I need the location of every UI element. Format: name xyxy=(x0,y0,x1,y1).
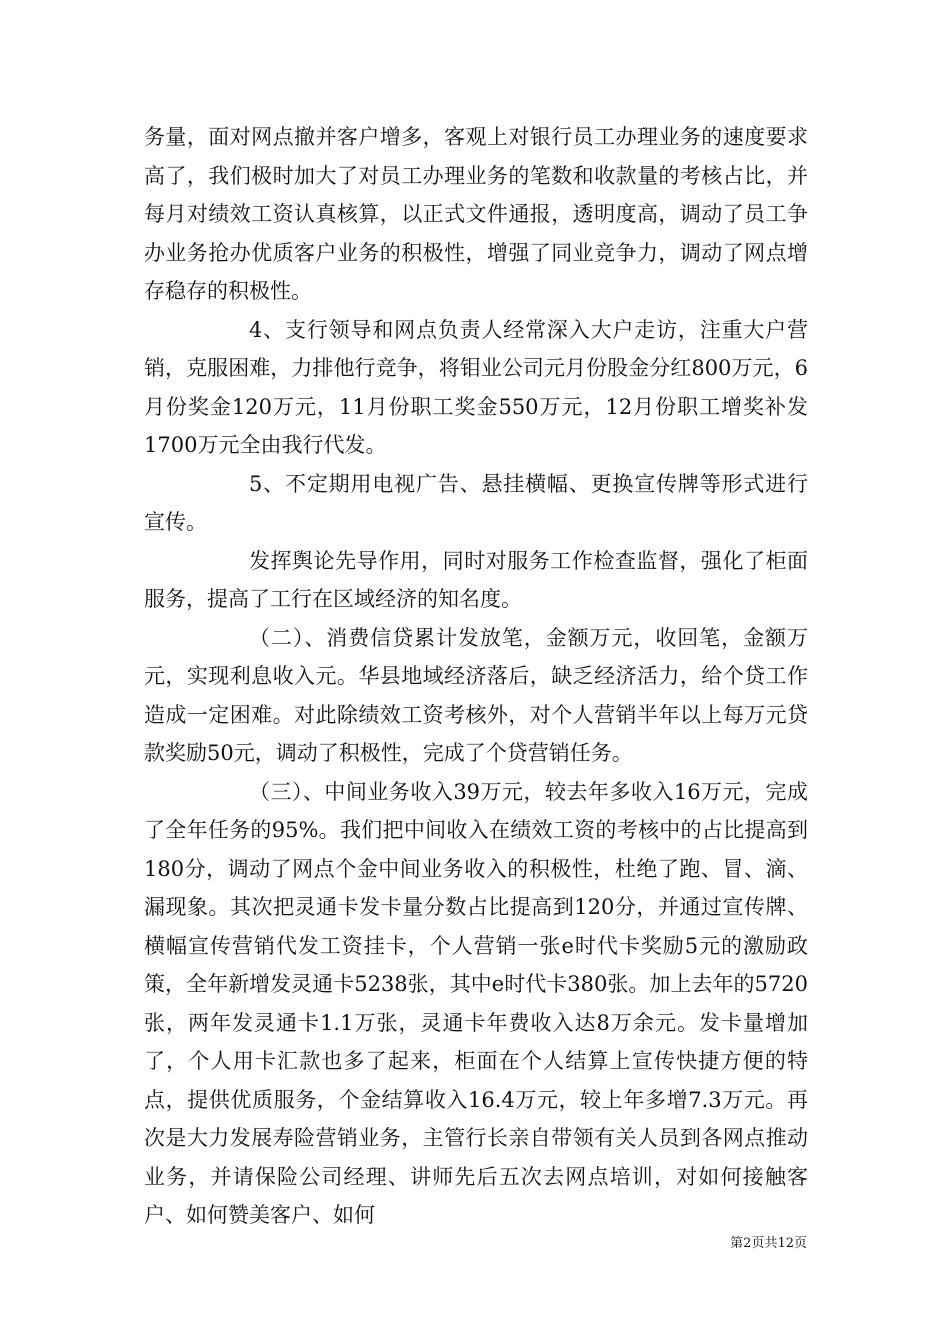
document-body xyxy=(144,118,808,1235)
paragraph-section-3: （三）、中间业务收入39万元，较去年多收入16万元，完成了全年任务的95%。我们把中间收入在绩效工资的考核中的占比提高到180分，调动了网点个金中间业务收入的积极性，杜绝了跑、冒、滴、漏现象。其次把灵通卡发卡量分数占比提高到120分，并通过宣传牌、横幅宣传营销代发工资挂卡，个人营销一张e时代卡奖励5元的激励政策，全年新增发灵通卡5238张，其中e时代卡380张。加上去年的5720张，两年发灵通卡1.1万张，灵通卡年费收入达8万余元。发卡量增加了，个人用卡汇款也多了起来，柜面在个人结算上宣传快捷方便的特点，提供优质服务，个金结算收入16.4万元，较上年多增7.3万元。再次是大力发展寿险营销业务，主管行长亲自带领有关人员到各网点推动业务，并请保险公司经理、讲师先后五次去网点培训，对如何接触客户、如何赞美客户、如何 xyxy=(144,779,808,1227)
page-number: 第2页共12页 xyxy=(730,1236,807,1251)
paragraph-continued: 务量，面对网点撤并客户增多，客观上对银行员工办理业务的速度要求高了，我们极时加大了对员工办理业务的笔数和收款量的考核占比，并每月对绩效工资认真核算，以正式文件通报，透明度高，调动了员工争办业务抢办优质客户业务的积极性，增强了同业竞争力，调动了网点增存稳存的积极性。 xyxy=(144,125,808,303)
paragraph-section-2: （二）、消费信贷累计发放笔，金额万元，收回笔，金额万元，实现利息收入元。华县地域经济落后，缺乏经济活力，给个贷工作造成一定困难。对此除绩效工资考核外，对个人营销半年以上每万元贷款奖励50元，调动了积极性，完成了个贷营销任务。 xyxy=(144,625,808,765)
paragraph-item-4: 4、支行领导和网点负责人经常深入大户走访，注重大户营销，克服困难，力排他行竞争，将钼业公司元月份股金分红800万元，6月份奖金120万元，11月份职工奖金550万元，12月份职工增奖补发1700万元全由我行代发。 xyxy=(144,317,808,457)
paragraph-item-5: 5、不定期用电视广告、悬挂横幅、更换宣传牌等形式进行宣传。 xyxy=(144,471,808,534)
paragraph-public-opinion: 发挥舆论先导作用，同时对服务工作检查监督，强化了柜面服务，提高了工行在区域经济的知名度。 xyxy=(144,548,808,611)
